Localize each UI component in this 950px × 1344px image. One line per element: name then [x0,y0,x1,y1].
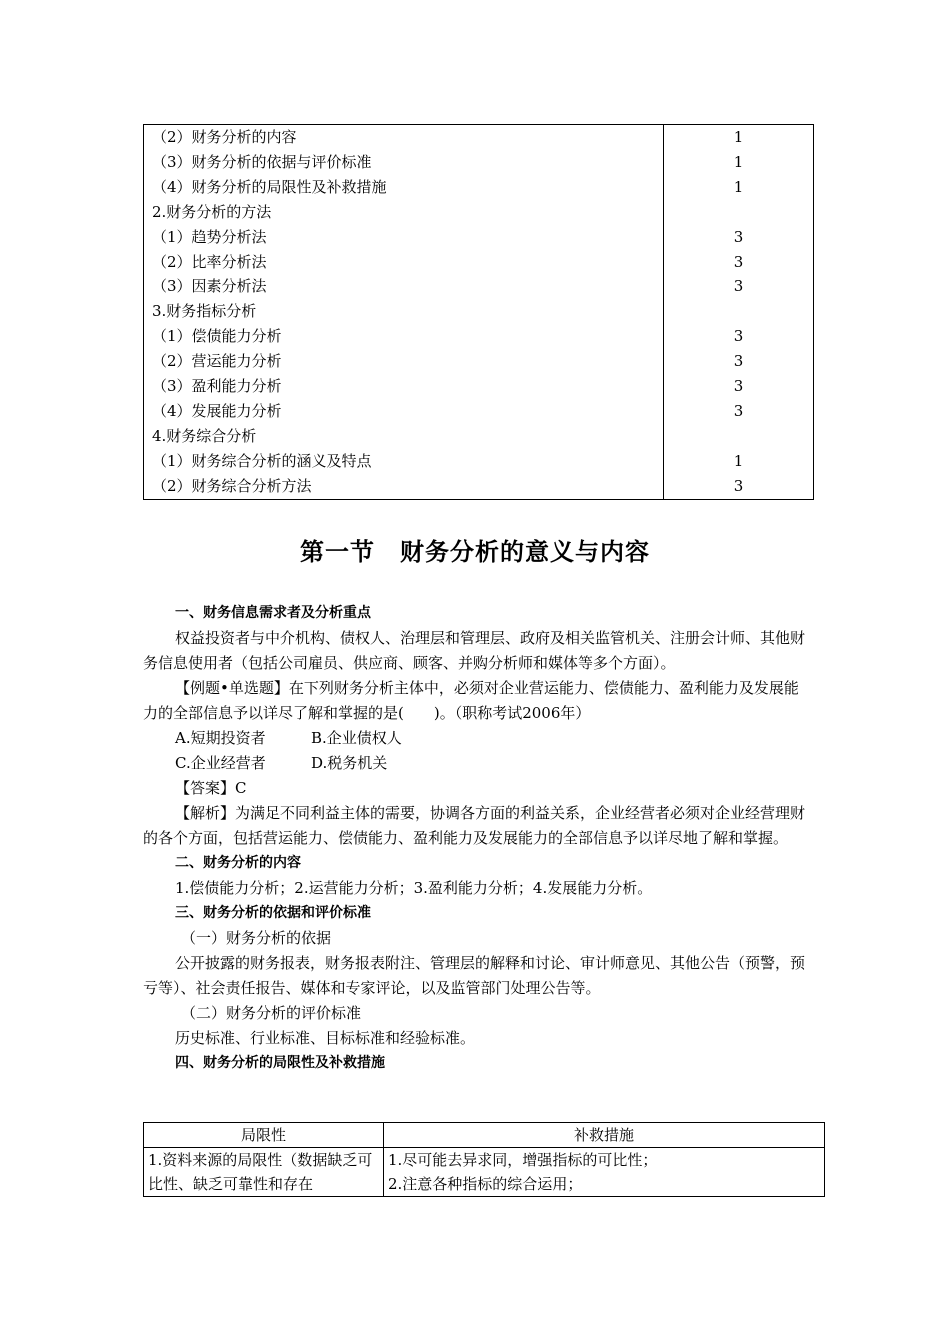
table-row [144,150,814,175]
heading-part1: 一、财务信息需求者及分析重点 [175,605,371,621]
part3-sub2: （二）财务分析的评价标准 [181,1004,362,1022]
table-row [144,299,814,324]
syllabus-item-label: （2）财务分析的内容 [144,125,664,150]
syllabus-item-label: （1）趋势分析法 [144,225,664,250]
options-row-1 [143,726,808,751]
syllabus-item-level: 1 [733,152,744,171]
syllabus-item-label: （4）财务分析的局限性及补救措施 [144,175,664,200]
table-row [144,1148,825,1197]
syllabus-item-level: 3 [733,327,744,346]
option-b: B.企业债权人 [311,729,402,747]
part3-sub1: （一）财务分析的依据 [181,929,332,947]
remedy-cell [384,1148,825,1197]
option-d: D.税务机关 [311,754,388,772]
syllabus-item-label: （4）发展能力分析 [144,399,664,424]
analysis: 【解析】为满足不同利益主体的需要，协调各方面的利益关系，企业经营者必须对企业经营理财的各个方面，包括营运能力、偿债能力、盈利能力及发展能力的全部信息予以详尽地了解和掌握。 [143,804,806,847]
syllabus-item-label: （1）偿债能力分析 [144,324,664,349]
syllabus-item-level: 1 [733,128,744,146]
table-row [144,349,814,374]
table-row [144,200,814,225]
syllabus-item-level: 1 [733,451,744,470]
syllabus-item-label: （2）比率分析法 [144,250,664,275]
heading-part2: 二、财务分析的内容 [175,855,301,871]
remedy-line-1: 1.尽可能去异求同，增强指标的可比性； [388,1151,658,1169]
syllabus-item-level [664,299,814,324]
part1-text: 权益投资者与中介机构、债权人、治理层和管理层、政府及相关监管机关、注册会计师、其他财务信息使用者（包括公司雇员、供应商、顾客、并购分析师和媒体等多个方面）。 [143,629,806,672]
table-header-row [144,1123,825,1148]
syllabus-item-level [664,424,814,449]
part3-sub2-text: 历史标准、行业标准、目标标准和经验标准。 [175,1029,476,1047]
syllabus-item-label: （1）财务综合分析的涵义及特点 [144,449,664,474]
table-row [144,125,814,150]
syllabus-item-level: 3 [733,476,744,495]
heading-part3: 三、财务分析的依据和评价标准 [175,905,371,921]
syllabus-item-label: （3）财务分析的依据与评价标准 [144,150,664,175]
syllabus-item-label: 2.财务分析的方法 [144,200,664,225]
table-row [144,225,814,250]
syllabus-item-label: （2）营运能力分析 [144,349,664,374]
syllabus-table [143,124,814,500]
syllabus-item-label: （3）因素分析法 [144,274,664,299]
table-row [144,424,814,449]
syllabus-item-level: 3 [733,401,744,420]
table-row [144,449,814,474]
table-row [144,374,814,399]
syllabus-item-label: （3）盈利能力分析 [144,374,664,399]
table-row [144,474,814,499]
limitation-cell: 1.资料来源的局限性（数据缺乏可比性、缺乏可靠性和存在 [144,1148,384,1197]
option-a: A.短期投资者 [175,729,266,747]
syllabus-item-level: 3 [733,377,744,396]
table-row [144,324,814,349]
table-row [144,399,814,424]
syllabus-item-level: 3 [733,227,744,246]
syllabus-item-label: 3.财务指标分析 [144,299,664,324]
table-row [144,250,814,275]
example-question: 【例题•单选题】在下列财务分析主体中，必须对企业营运能力、偿债能力、盈利能力及发展能力的全部信息予以详尽了解和掌握的是( )。（职称考试2006年） [143,679,799,722]
option-c: C.企业经营者 [175,754,266,772]
syllabus-item-level: 1 [733,177,744,196]
syllabus-item-level [664,200,814,225]
heading-part4: 四、财务分析的局限性及补救措施 [175,1055,385,1071]
part3-sub1-text: 公开披露的财务报表，财务报表附注、管理层的解释和讨论、审计师意见、其他公告（预警，预亏等）、社会责任报告、媒体和专家评论，以及监管部门处理公告等。 [143,954,806,997]
syllabus-item-level: 3 [733,252,744,271]
syllabus-item-level: 3 [733,277,744,296]
content-body [143,601,808,1076]
syllabus-item-level: 3 [733,352,744,371]
table-row [144,274,814,299]
part2-text: 1.偿债能力分析；2.运营能力分析；3.盈利能力分析；4.发展能力分析。 [175,879,653,897]
limitations-table [143,1122,825,1197]
header-limitation: 局限性 [144,1123,384,1148]
table-row [144,175,814,200]
syllabus-item-label: 4.财务综合分析 [144,424,664,449]
syllabus-item-label: （2）财务综合分析方法 [144,474,664,499]
options-row-2 [143,751,808,776]
section-title: 第一节 财务分析的意义与内容 [300,538,650,566]
header-remedy: 补救措施 [384,1123,825,1148]
remedy-line-2: 2.注意各种指标的综合运用； [388,1175,583,1193]
answer: 【答案】C [175,779,247,797]
